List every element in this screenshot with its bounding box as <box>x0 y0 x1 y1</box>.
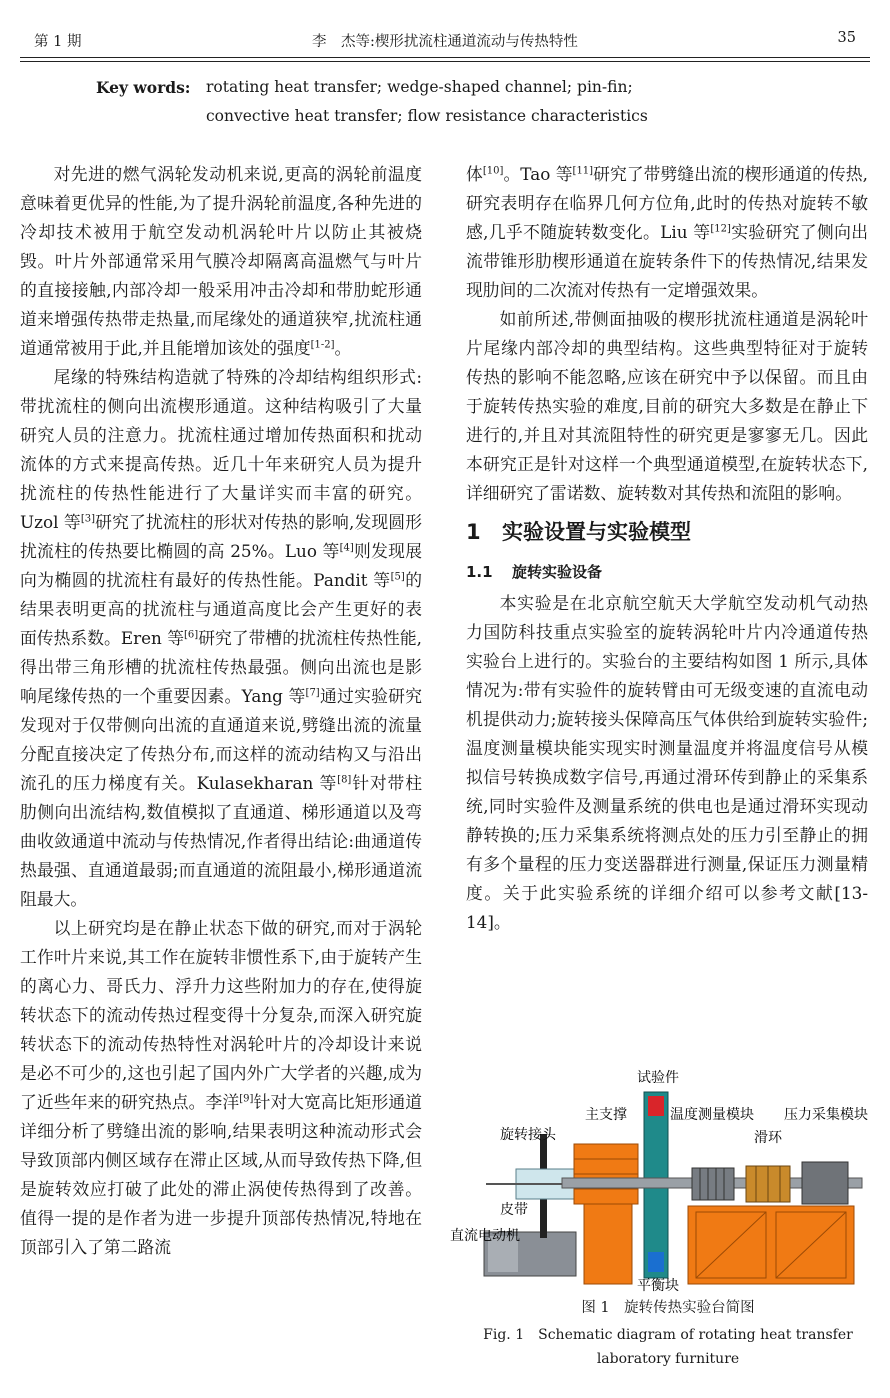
text-run: 体 <box>466 164 483 184</box>
page-number: 35 <box>837 30 856 46</box>
section-number: 1 <box>466 520 481 544</box>
figure-test-rig <box>450 694 870 1367</box>
temp-module <box>692 1168 734 1200</box>
text-run: 研究了带劈缝出流的楔形通道的传热,研究表明存在临界几何方位角,此时的传热对旋转不敏感,几乎不随旋转数变化。Liu 等 <box>466 164 868 242</box>
label-slip-ring: 滑环 <box>754 1130 782 1146</box>
section-title: 实验设置与实验模型 <box>502 520 691 544</box>
citation: [6] <box>184 629 199 641</box>
citation: [1-2] <box>310 339 335 351</box>
text-run: 。 <box>334 338 352 358</box>
paragraph-motivation: 如前所述,带侧面抽吸的楔形扰流柱通道是涡轮叶片尾缘内部冷却的典型结构。这些典型特征对于旋转传热的影响不能忽略,应该在研究中予以保留。而且由于旋转传热实验的难度,目前的研究大多数是在静止下进行的,并且对其流阻特性的研究更是寥寥无几。因此本研究正是针对这样一个典型通道模型,在旋转状态下,详细研究了雷诺数、旋转数对其传热和流阻的影响。 <box>466 309 868 503</box>
label-test-piece: 试验件 <box>637 1070 679 1086</box>
label-pressure-module: 压力采集模块 <box>784 1107 868 1123</box>
header-issue: 第 1 期 <box>34 34 82 50</box>
label-temp-module: 温度测量模块 <box>670 1107 754 1123</box>
text-run: 研究了带槽的扰流柱传热性能,得出带三角形槽的扰流柱传热最强。侧向出流也是影响尾缘传热的一个重要因素。Yang 等 <box>20 628 422 706</box>
left-column <box>20 160 422 1262</box>
test-piece <box>648 1096 664 1116</box>
citation: [9] <box>239 1093 254 1105</box>
text-run: 通过实验研究发现对于仅带侧向出流的直通道来说,劈缝出流的流量分配直接决定了传热分布,而这样的流动结构又与沿出流孔的压力梯度有关。Kulasekharan 等 <box>20 686 422 793</box>
text-run: 针对大宽高比矩形通道详细分析了劈缝出流的影响,结果表明这种流动形式会导致顶部内侧区域存在滞止区域,从而导致传热下降,但是旋转效应打破了此处的滞止涡使传热得到了改善。值得一提的是作者为进一步提升顶部传热情况,特地在顶部引入了第二路流 <box>20 1092 422 1257</box>
paragraph-literature <box>20 363 422 914</box>
label-rotary-joint: 旋转接头 <box>500 1127 556 1143</box>
citation: [7] <box>305 687 320 699</box>
figure-caption-en-2: laboratory furniture <box>596 1351 740 1367</box>
text-run: 研究了扰流柱的形状对传热的影响,发现圆形扰流柱的传热要比椭圆的高 25%。Luo 等 <box>20 512 422 561</box>
citation: [10] <box>482 165 504 177</box>
keywords-line-2: convective heat transfer; flow resistance characteristics <box>206 107 648 125</box>
label-belt: 皮带 <box>500 1202 528 1218</box>
label-main-support: 主支撑 <box>585 1107 627 1123</box>
citation: [3] <box>80 513 96 525</box>
paragraph-continued <box>466 160 868 305</box>
paragraph-intro <box>20 160 422 363</box>
text-run: 。Tao 等 <box>503 164 573 184</box>
text-run: 以上研究均是在静止状态下做的研究,而对于涡轮工作叶片来说,其工作在旋转非惯性系下,由于旋转产生的离心力、哥氏力、浮升力这些附加力的存在,使得旋转状态下的流动传热过程变得十分复杂,而深入研究旋转状态下的流动传热特性对涡轮叶片的冷却设计来说是必不可少的,这也引起了国内外广大学者的兴趣,成为了近些年来的研究热点。李洋 <box>20 918 422 1112</box>
test-rig-diagram <box>450 694 870 1294</box>
keywords-label: Key words: <box>96 78 191 97</box>
main-support-pillar <box>584 1204 632 1284</box>
header-title: 李 杰等:楔形扰流柱通道流动与传热特性 <box>312 34 578 50</box>
paragraph-setup: 本实验是在北京航空航天大学航空发动机气动热力国防科技重点实验室的旋转涡轮叶片内冷通道传热实验台上进行的。实验台的主要结构如图 1 所示,具体情况为:带有实验件的旋转臂由可无级变速的直流电动机提供动力;旋转接头保障高压气体供给到旋转实验件;温度测量模块能实现实时测量温度并将温度信号从模拟信号转换成数字信号,再通过滑环传到静止的采集系统,同时实验件及测量系统的供电也是通过滑环实现动静转换的;压力采集系统将测点处的压力引至静止的拥有多个量程的压力变送器群进行测量,保证压力测量精度。关于此实验系统的详细介绍可以参考文献[13-14]。 <box>466 593 868 932</box>
citation: [12] <box>710 223 731 235</box>
header-rule-top <box>20 57 870 58</box>
text-run: 尾缘的特殊结构造就了特殊的冷却结构组织形式:带扰流柱的侧向出流楔形通道。这种结构吸引了大量研究人员的注意力。扰流柱通过增加传热面积和扰动流体的方式来提高传热。近几十年来研究人员为提升扰流柱的传热性能进行了大量详实而丰富的研究。Uzol 等 <box>20 367 422 532</box>
balance-block <box>648 1252 664 1272</box>
paragraph-rotation <box>20 914 422 1262</box>
citation: [4] <box>339 542 354 554</box>
text-run: 实验研究了侧向出流带锥形肋楔形通道在旋转条件下的传热情况,结果发现肋间的二次流对传热有一定增强效果。 <box>466 222 868 300</box>
text-run: 对先进的燃气涡轮发动机来说,更高的涡轮前温度意味着更优异的性能,为了提升涡轮前温度,各种先进的冷却技术被用于航空发动机涡轮叶片以防止其被烧毁。叶片外部通常采用气膜冷却隔离高温燃气与叶片的直接接触,内部冷却一般采用冲击冷却和带肋蛇形通道来增强传热带走热量,而尾缘处的通道狭窄,扰流柱通道通常被用于此,并且能增加该处的强度 <box>20 164 422 358</box>
label-balance-block: 平衡块 <box>637 1278 679 1294</box>
citation: [11] <box>572 165 594 177</box>
citation: [8] <box>337 774 352 786</box>
figure-caption-en-1: Fig. 1 Schematic diagram of rotating heat transfer <box>483 1327 853 1343</box>
keywords-line-1: rotating heat transfer; wedge-shaped channel; pin-fin; <box>206 78 633 96</box>
base-frame <box>688 1206 854 1284</box>
section-heading <box>466 517 868 547</box>
label-dc-motor: 直流电动机 <box>450 1228 520 1244</box>
text-run: 的结果表明更高的扰流柱与通道高度比会产生更好的表面传热系数。Eren 等 <box>20 570 422 648</box>
subsection-number: 1.1 <box>466 563 493 581</box>
figure-caption-cn: 图 1 旋转传热实验台简图 <box>581 1300 755 1316</box>
subsection-title: 旋转实验设备 <box>512 563 603 581</box>
header-rule-bottom <box>20 61 870 62</box>
pressure-module <box>802 1162 848 1204</box>
citation: [5] <box>390 571 405 583</box>
text-run: 则发现展向为椭圆的扰流柱有最好的传热性能。Pandit 等 <box>20 541 422 590</box>
text-run: 针对带柱肋侧向出流结构,数值模拟了直通道、梯形通道以及弯曲收敛通道中流动与传热情况,作者得出结论:曲通道传热最强、直通道最弱;而直通道的流阻最小,梯形通道流阻最大。 <box>20 773 422 909</box>
subsection-heading <box>466 559 868 585</box>
